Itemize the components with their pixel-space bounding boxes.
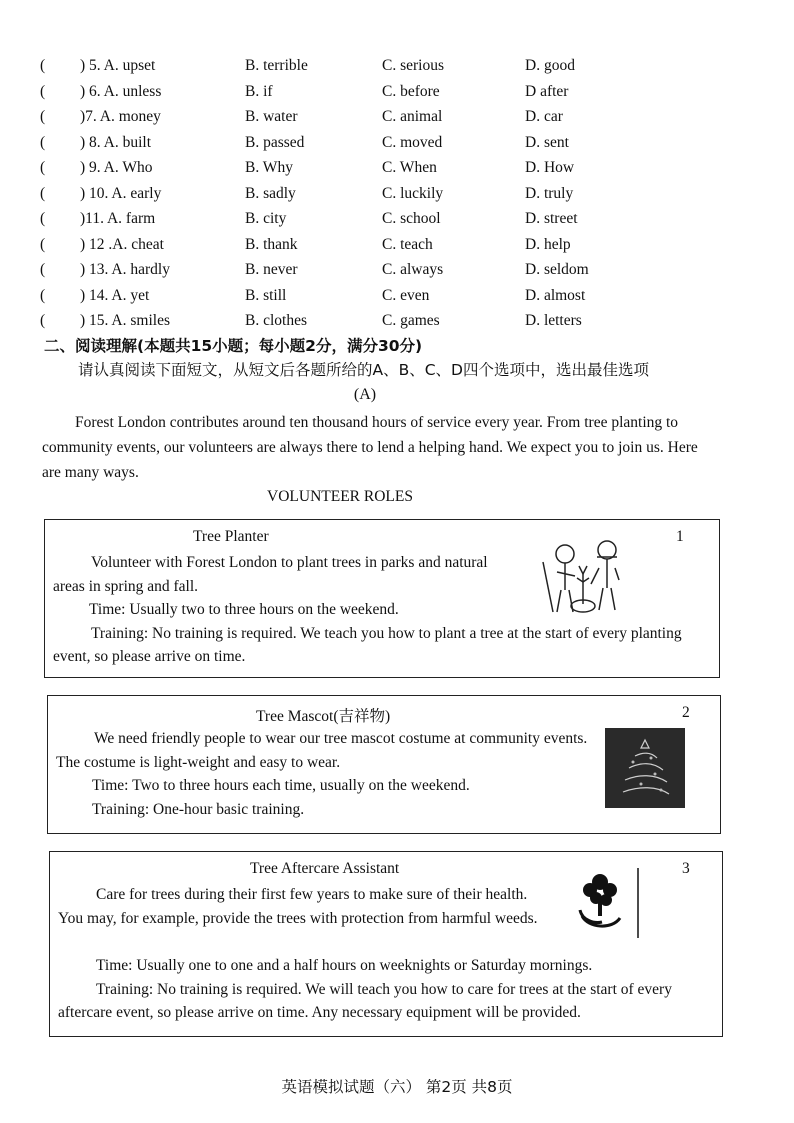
cloze-row-11 — [40, 206, 760, 232]
section-title: 二、阅读理解(本题共15小题；每小题2分，满分30分) — [44, 337, 423, 355]
role-details — [56, 774, 601, 821]
option-c: C. When — [382, 159, 437, 176]
option-a: )7. A. money — [80, 108, 161, 125]
option-a: ) 10. A. early — [80, 184, 162, 202]
cloze-row-8 — [40, 130, 760, 156]
option-b: B. city — [245, 210, 287, 227]
option-b: B. clothes — [245, 312, 307, 329]
option-c: C. moved — [382, 133, 443, 151]
option-b: B. sadly — [245, 184, 296, 202]
role-card-tree-planter — [44, 519, 720, 678]
answer-blank[interactable]: ( — [40, 82, 46, 100]
option-a: ) 12 .A. cheat — [80, 235, 164, 253]
option-b: B. water — [245, 108, 298, 125]
cloze-row-14 — [40, 283, 760, 309]
answer-blank[interactable]: ( — [40, 57, 46, 74]
option-d: D after — [525, 82, 569, 100]
role-time: Time: Usually one to one and a half hours on weeknights or Saturday mornings. — [96, 957, 593, 974]
answer-blank[interactable]: ( — [40, 312, 46, 329]
option-d: D. How — [525, 159, 575, 176]
passage-intro: Forest London contributes around ten thousand hours of service every year. From tree planting to community events, our volunteers are always there to lend a helping hand. We expect you to join us. Here are many ways. — [42, 414, 698, 481]
option-a: ) 15. A. smiles — [80, 312, 170, 329]
role-description — [53, 551, 521, 598]
cloze-row-9 — [40, 155, 760, 181]
role-desc-text: Care for trees during their first few years to make sure of their health. You may, for example, provide the trees with protection from harmful weeds. — [58, 886, 538, 927]
cloze-row-5 — [40, 53, 760, 79]
role-desc-text: Volunteer with Forest London to plant trees in parks and natural areas in spring and fall. — [53, 554, 488, 595]
tree-in-hands-icon — [572, 866, 642, 938]
option-d: D. sent — [525, 133, 569, 151]
answer-blank[interactable]: ( — [40, 235, 46, 253]
answer-blank[interactable]: ( — [40, 184, 46, 202]
role-number: 1 — [676, 528, 684, 545]
option-d: D. almost — [525, 286, 586, 304]
role-training: Training: No training is required. We teach you how to plant a tree at the start of every planting event, so please arrive on time. — [53, 624, 682, 665]
role-number: 2 — [682, 704, 690, 721]
option-d: D. car — [525, 108, 563, 125]
option-c: C. luckily — [382, 184, 444, 202]
option-b: B. if — [245, 82, 273, 100]
cloze-row-6 — [40, 79, 760, 105]
option-c: C. even — [382, 286, 430, 304]
cloze-row-12 — [40, 232, 760, 258]
answer-blank[interactable]: ( — [40, 261, 46, 278]
option-c: C. before — [382, 82, 440, 100]
answer-blank[interactable]: ( — [40, 159, 46, 176]
role-time: Time: Usually two to three hours on the weekend. — [89, 601, 399, 618]
option-b: B. Why — [245, 159, 293, 176]
option-d: D. help — [525, 235, 571, 253]
option-c: C. teach — [382, 235, 433, 253]
tree-mascot-photo-icon — [605, 728, 685, 808]
answer-blank[interactable]: ( — [40, 108, 46, 125]
answer-blank[interactable]: ( — [40, 133, 46, 151]
passage-label: (A) — [353, 386, 377, 403]
option-a: )11. A. farm — [80, 210, 156, 227]
cloze-row-13 — [40, 257, 760, 283]
role-title: Tree Mascot(吉祥物) — [256, 708, 391, 725]
option-b: B. never — [245, 261, 298, 278]
option-b: B. still — [245, 286, 287, 304]
option-a: ) 9. A. Who — [80, 159, 153, 176]
cloze-row-15 — [40, 308, 760, 334]
option-b: B. terrible — [245, 57, 308, 74]
answer-blank[interactable]: ( — [40, 286, 46, 304]
role-desc-text: We need friendly people to wear our tree mascot costume at community events. The costume is light-weight and easy to wear. — [56, 730, 588, 771]
option-c: C. school — [382, 210, 441, 227]
option-b: B. thank — [245, 235, 298, 253]
roles-heading: VOLUNTEER ROLES — [267, 488, 413, 505]
children-planting-tree-icon — [535, 532, 635, 620]
option-d: D. seldom — [525, 261, 589, 278]
option-a: ) 13. A. hardly — [80, 261, 170, 278]
page-footer: 英语模拟试题（六） 第2页 共8页 — [281, 1078, 513, 1096]
option-c: C. serious — [382, 57, 444, 74]
cloze-row-10 — [40, 181, 760, 207]
role-title: Tree Aftercare Assistant — [250, 860, 400, 877]
option-a: ) 5. A. upset — [80, 57, 156, 74]
option-b: B. passed — [245, 133, 305, 151]
role-time: Time: Two to three hours each time, usually on the weekend. — [92, 777, 470, 794]
option-a: ) 8. A. built — [80, 133, 152, 151]
section-instruction: 请认真阅读下面短文，从短文后各题所给的A、B、C、D四个选项中，选出最佳选项 — [78, 361, 649, 379]
role-training: Training: One-hour basic training. — [92, 800, 305, 818]
role-description — [56, 727, 601, 774]
role-description — [58, 883, 548, 930]
option-c: C. always — [382, 261, 444, 278]
option-d: D. street — [525, 210, 578, 227]
role-training: Training: No training is required. We will teach you how to care for trees at the start of every aftercare event, so please arrive on time. Any necessary equipment will be provided. — [58, 980, 672, 1021]
cloze-options — [40, 53, 760, 334]
answer-blank[interactable]: ( — [40, 210, 46, 227]
role-card-tree-mascot — [47, 695, 721, 834]
option-c: C. games — [382, 312, 440, 329]
cloze-row-7 — [40, 104, 760, 130]
role-card-tree-aftercare — [49, 851, 723, 1037]
option-a: ) 6. A. unless — [80, 82, 162, 100]
option-c: C. animal — [382, 108, 443, 125]
role-title: Tree Planter — [193, 528, 269, 545]
option-d: D. truly — [525, 184, 574, 202]
option-a: ) 14. A. yet — [80, 286, 150, 304]
role-details — [58, 954, 718, 1025]
option-d: D. good — [525, 57, 575, 74]
option-d: D. letters — [525, 312, 582, 329]
role-number: 3 — [682, 860, 690, 877]
